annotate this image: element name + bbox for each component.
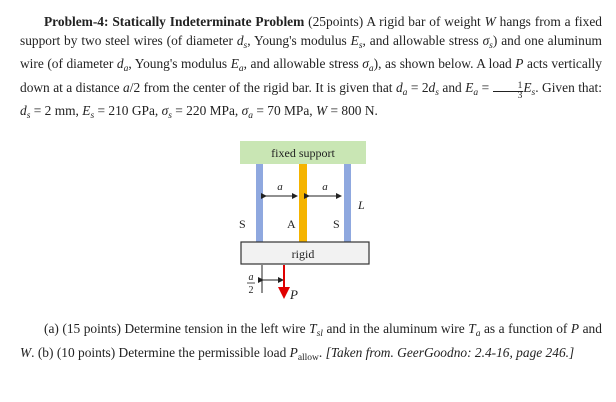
offset-denominator: 2 <box>248 285 254 296</box>
offset-numerator: a <box>248 272 254 283</box>
left-steel-wire <box>256 164 263 242</box>
questions: (a) (15 points) Determine tension in the left wire $T_{sl}$ and in the aluminum wire $T_a$ as a function of P and W. (b) (10 points) Determine the permissible load $P_{allow}$. [Taken from. GeerGoodno: 2.4-16, page 246.] <box>20 321 602 363</box>
problem-heading: Problem-4: Statically Indeterminate Problem <box>44 14 305 29</box>
aluminum-wire <box>299 164 307 242</box>
aluminum-wire-label: A <box>287 217 296 231</box>
one-third-fraction: $\frac{1}{3}$ <box>493 82 524 101</box>
load-label: P <box>290 287 298 302</box>
dimension-a-left-label: a <box>277 181 283 193</box>
left-wire-label: S <box>239 217 246 231</box>
rigid-bar-label: rigid <box>291 247 315 261</box>
dimension-a-right-label: a <box>322 181 328 193</box>
right-steel-wire <box>344 164 351 242</box>
right-wire-label: S <box>333 217 340 231</box>
length-label: L <box>358 198 365 212</box>
citation: [Taken from. GeerGoodno: 2.4-16, page 246.] <box>325 344 575 360</box>
fixed-support-label: fixed support <box>271 146 335 160</box>
problem-statement: Problem-4: Statically Indeterminate Problem (25points) A rigid bar of weight W hangs from a fixed support by two steel wires (of diameter $d_s$, Young's modulus $E_s$, and allowable stress $\sigma_s$) and one aluminum wire (of diameter $d_a$, Young's modulus $E_a$, and allowable stress $\sigma_a$), as shown below. A load P acts vertically down at a distance a/2 from the center of the rigid bar. It is given that $d_a = 2d_s$ and $E_a$ = $\frac{1}{3}$ $E_s$. Given that: $d_s = 2$ mm, $E_s = 210$ GPa, $\sigma_s = 220$ MPa, $\sigma_a = 70$ MPa, W = 800 N. <box>20 14 602 122</box>
